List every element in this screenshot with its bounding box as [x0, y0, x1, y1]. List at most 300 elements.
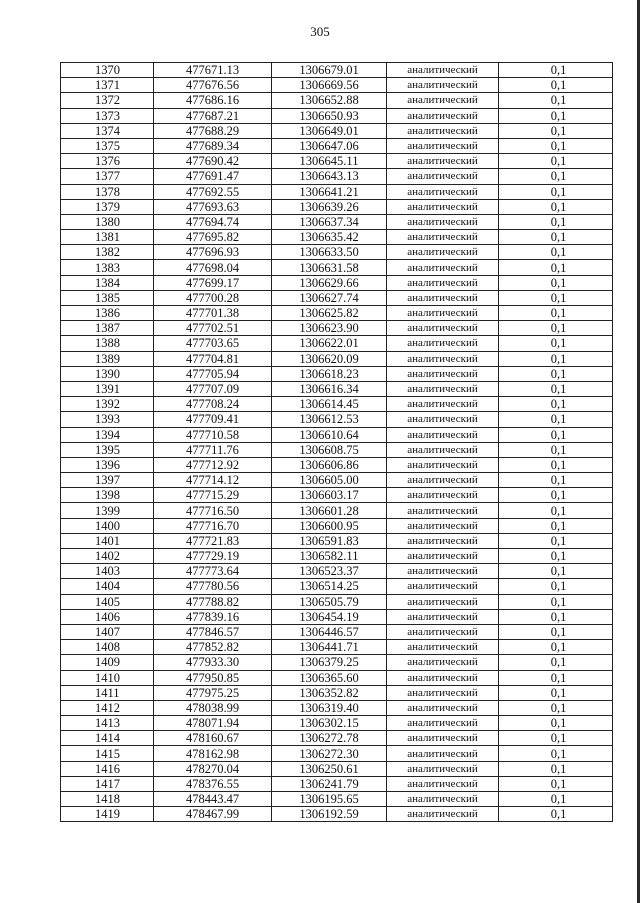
x-coordinate-cell: 477704.81 — [154, 351, 272, 366]
point-number-cell: 1380 — [61, 214, 154, 229]
table-row — [61, 93, 613, 108]
x-coordinate-cell: 477839.16 — [154, 609, 272, 624]
table-row — [61, 154, 613, 169]
table-row — [61, 123, 613, 138]
point-number-cell: 1381 — [61, 230, 154, 245]
point-number-cell: 1378 — [61, 184, 154, 199]
point-number-cell: 1387 — [61, 321, 154, 336]
x-coordinate-cell: 477716.50 — [154, 503, 272, 518]
method-cell: аналитический — [387, 792, 499, 807]
table-row — [61, 63, 613, 78]
y-coordinate-cell: 1306623.90 — [272, 321, 387, 336]
point-number-cell: 1382 — [61, 245, 154, 260]
method-cell: аналитический — [387, 260, 499, 275]
method-cell: аналитический — [387, 564, 499, 579]
table-row — [61, 336, 613, 351]
accuracy-cell: 0,1 — [499, 169, 613, 184]
accuracy-cell: 0,1 — [499, 716, 613, 731]
point-number-cell: 1408 — [61, 640, 154, 655]
point-number-cell: 1409 — [61, 655, 154, 670]
point-number-cell: 1373 — [61, 108, 154, 123]
accuracy-cell: 0,1 — [499, 199, 613, 214]
method-cell: аналитический — [387, 594, 499, 609]
table-row — [61, 518, 613, 533]
accuracy-cell: 0,1 — [499, 640, 613, 655]
point-number-cell: 1375 — [61, 138, 154, 153]
table-row — [61, 442, 613, 457]
y-coordinate-cell: 1306454.19 — [272, 609, 387, 624]
method-cell: аналитический — [387, 321, 499, 336]
accuracy-cell: 0,1 — [499, 761, 613, 776]
y-coordinate-cell: 1306635.42 — [272, 230, 387, 245]
x-coordinate-cell: 477788.82 — [154, 594, 272, 609]
y-coordinate-cell: 1306505.79 — [272, 594, 387, 609]
accuracy-cell: 0,1 — [499, 473, 613, 488]
point-number-cell: 1374 — [61, 123, 154, 138]
table-row — [61, 609, 613, 624]
point-number-cell: 1383 — [61, 260, 154, 275]
x-coordinate-cell: 477688.29 — [154, 123, 272, 138]
accuracy-cell: 0,1 — [499, 214, 613, 229]
table-row — [61, 184, 613, 199]
table-row — [61, 306, 613, 321]
accuracy-cell: 0,1 — [499, 397, 613, 412]
point-number-cell: 1385 — [61, 290, 154, 305]
accuracy-cell: 0,1 — [499, 776, 613, 791]
point-number-cell: 1384 — [61, 275, 154, 290]
method-cell: аналитический — [387, 776, 499, 791]
accuracy-cell: 0,1 — [499, 275, 613, 290]
accuracy-cell: 0,1 — [499, 807, 613, 822]
x-coordinate-cell: 477694.74 — [154, 214, 272, 229]
x-coordinate-cell: 478038.99 — [154, 700, 272, 715]
y-coordinate-cell: 1306192.59 — [272, 807, 387, 822]
method-cell: аналитический — [387, 184, 499, 199]
point-number-cell: 1390 — [61, 366, 154, 381]
point-number-cell: 1371 — [61, 78, 154, 93]
point-number-cell: 1416 — [61, 761, 154, 776]
table-row — [61, 260, 613, 275]
table-row — [61, 807, 613, 822]
point-number-cell: 1413 — [61, 716, 154, 731]
table-row — [61, 685, 613, 700]
method-cell: аналитический — [387, 63, 499, 78]
table-row — [61, 655, 613, 670]
x-coordinate-cell: 477780.56 — [154, 579, 272, 594]
y-coordinate-cell: 1306649.01 — [272, 123, 387, 138]
accuracy-cell: 0,1 — [499, 670, 613, 685]
accuracy-cell: 0,1 — [499, 518, 613, 533]
accuracy-cell: 0,1 — [499, 700, 613, 715]
point-number-cell: 1376 — [61, 154, 154, 169]
table-row — [61, 640, 613, 655]
method-cell: аналитический — [387, 199, 499, 214]
method-cell: аналитический — [387, 685, 499, 700]
x-coordinate-cell: 478270.04 — [154, 761, 272, 776]
accuracy-cell: 0,1 — [499, 366, 613, 381]
accuracy-cell: 0,1 — [499, 108, 613, 123]
x-coordinate-cell: 477701.38 — [154, 306, 272, 321]
table-row — [61, 488, 613, 503]
y-coordinate-cell: 1306633.50 — [272, 245, 387, 260]
x-coordinate-cell: 477710.58 — [154, 427, 272, 442]
table-row — [61, 290, 613, 305]
point-number-cell: 1419 — [61, 807, 154, 822]
x-coordinate-cell: 477698.04 — [154, 260, 272, 275]
method-cell: аналитический — [387, 397, 499, 412]
x-coordinate-cell: 477700.28 — [154, 290, 272, 305]
point-number-cell: 1391 — [61, 381, 154, 396]
point-number-cell: 1407 — [61, 624, 154, 639]
point-number-cell: 1393 — [61, 412, 154, 427]
y-coordinate-cell: 1306652.88 — [272, 93, 387, 108]
table-row — [61, 321, 613, 336]
point-number-cell: 1392 — [61, 397, 154, 412]
accuracy-cell: 0,1 — [499, 321, 613, 336]
y-coordinate-cell: 1306514.25 — [272, 579, 387, 594]
method-cell: аналитический — [387, 579, 499, 594]
accuracy-cell: 0,1 — [499, 381, 613, 396]
accuracy-cell: 0,1 — [499, 624, 613, 639]
table-row — [61, 108, 613, 123]
x-coordinate-cell: 477705.94 — [154, 366, 272, 381]
accuracy-cell: 0,1 — [499, 412, 613, 427]
y-coordinate-cell: 1306679.01 — [272, 63, 387, 78]
x-coordinate-cell: 477692.55 — [154, 184, 272, 199]
x-coordinate-cell: 477712.92 — [154, 457, 272, 472]
accuracy-cell: 0,1 — [499, 442, 613, 457]
table-row — [61, 503, 613, 518]
y-coordinate-cell: 1306608.75 — [272, 442, 387, 457]
y-coordinate-cell: 1306650.93 — [272, 108, 387, 123]
y-coordinate-cell: 1306241.79 — [272, 776, 387, 791]
method-cell: аналитический — [387, 473, 499, 488]
table-row — [61, 579, 613, 594]
accuracy-cell: 0,1 — [499, 245, 613, 260]
x-coordinate-cell: 477693.63 — [154, 199, 272, 214]
x-coordinate-cell: 477699.17 — [154, 275, 272, 290]
table-row — [61, 427, 613, 442]
accuracy-cell: 0,1 — [499, 351, 613, 366]
x-coordinate-cell: 477773.64 — [154, 564, 272, 579]
x-coordinate-cell: 478160.67 — [154, 731, 272, 746]
coordinates-table-body — [61, 63, 613, 822]
point-number-cell: 1396 — [61, 457, 154, 472]
y-coordinate-cell: 1306643.13 — [272, 169, 387, 184]
y-coordinate-cell: 1306631.58 — [272, 260, 387, 275]
y-coordinate-cell: 1306641.21 — [272, 184, 387, 199]
table-row — [61, 670, 613, 685]
accuracy-cell: 0,1 — [499, 594, 613, 609]
y-coordinate-cell: 1306601.28 — [272, 503, 387, 518]
x-coordinate-cell: 478162.98 — [154, 746, 272, 761]
table-row — [61, 776, 613, 791]
y-coordinate-cell: 1306637.34 — [272, 214, 387, 229]
x-coordinate-cell: 477695.82 — [154, 230, 272, 245]
coordinates-table — [60, 62, 613, 822]
y-coordinate-cell: 1306629.66 — [272, 275, 387, 290]
point-number-cell: 1398 — [61, 488, 154, 503]
point-number-cell: 1388 — [61, 336, 154, 351]
x-coordinate-cell: 477686.16 — [154, 93, 272, 108]
accuracy-cell: 0,1 — [499, 503, 613, 518]
point-number-cell: 1394 — [61, 427, 154, 442]
method-cell: аналитический — [387, 138, 499, 153]
method-cell: аналитический — [387, 731, 499, 746]
point-number-cell: 1411 — [61, 685, 154, 700]
point-number-cell: 1370 — [61, 63, 154, 78]
method-cell: аналитический — [387, 609, 499, 624]
accuracy-cell: 0,1 — [499, 533, 613, 548]
y-coordinate-cell: 1306250.61 — [272, 761, 387, 776]
x-coordinate-cell: 477950.85 — [154, 670, 272, 685]
y-coordinate-cell: 1306379.25 — [272, 655, 387, 670]
point-number-cell: 1406 — [61, 609, 154, 624]
accuracy-cell: 0,1 — [499, 290, 613, 305]
accuracy-cell: 0,1 — [499, 488, 613, 503]
table-row — [61, 78, 613, 93]
accuracy-cell: 0,1 — [499, 549, 613, 564]
table-row — [61, 138, 613, 153]
table-row — [61, 412, 613, 427]
x-coordinate-cell: 477709.41 — [154, 412, 272, 427]
method-cell: аналитический — [387, 351, 499, 366]
table-row — [61, 549, 613, 564]
y-coordinate-cell: 1306639.26 — [272, 199, 387, 214]
y-coordinate-cell: 1306582.11 — [272, 549, 387, 564]
method-cell: аналитический — [387, 700, 499, 715]
table-row — [61, 397, 613, 412]
y-coordinate-cell: 1306319.40 — [272, 700, 387, 715]
y-coordinate-cell: 1306591.83 — [272, 533, 387, 548]
x-coordinate-cell: 477707.09 — [154, 381, 272, 396]
x-coordinate-cell: 477676.56 — [154, 78, 272, 93]
point-number-cell: 1395 — [61, 442, 154, 457]
y-coordinate-cell: 1306647.06 — [272, 138, 387, 153]
method-cell: аналитический — [387, 366, 499, 381]
accuracy-cell: 0,1 — [499, 336, 613, 351]
y-coordinate-cell: 1306620.09 — [272, 351, 387, 366]
y-coordinate-cell: 1306610.64 — [272, 427, 387, 442]
y-coordinate-cell: 1306352.82 — [272, 685, 387, 700]
method-cell: аналитический — [387, 275, 499, 290]
x-coordinate-cell: 477716.70 — [154, 518, 272, 533]
y-coordinate-cell: 1306272.30 — [272, 746, 387, 761]
accuracy-cell: 0,1 — [499, 154, 613, 169]
point-number-cell: 1403 — [61, 564, 154, 579]
x-coordinate-cell: 478071.94 — [154, 716, 272, 731]
method-cell: аналитический — [387, 518, 499, 533]
point-number-cell: 1401 — [61, 533, 154, 548]
x-coordinate-cell: 477714.12 — [154, 473, 272, 488]
method-cell: аналитический — [387, 108, 499, 123]
accuracy-cell: 0,1 — [499, 78, 613, 93]
x-coordinate-cell: 477711.76 — [154, 442, 272, 457]
y-coordinate-cell: 1306441.71 — [272, 640, 387, 655]
table-row — [61, 199, 613, 214]
x-coordinate-cell: 478376.55 — [154, 776, 272, 791]
method-cell: аналитический — [387, 442, 499, 457]
y-coordinate-cell: 1306605.00 — [272, 473, 387, 488]
method-cell: аналитический — [387, 306, 499, 321]
accuracy-cell: 0,1 — [499, 655, 613, 670]
x-coordinate-cell: 478443.47 — [154, 792, 272, 807]
x-coordinate-cell: 477671.13 — [154, 63, 272, 78]
accuracy-cell: 0,1 — [499, 123, 613, 138]
table-row — [61, 731, 613, 746]
method-cell: аналитический — [387, 457, 499, 472]
y-coordinate-cell: 1306616.34 — [272, 381, 387, 396]
x-coordinate-cell: 477975.25 — [154, 685, 272, 700]
x-coordinate-cell: 477933.30 — [154, 655, 272, 670]
table-row — [61, 381, 613, 396]
method-cell: аналитический — [387, 488, 499, 503]
x-coordinate-cell: 477690.42 — [154, 154, 272, 169]
table-row — [61, 624, 613, 639]
method-cell: аналитический — [387, 624, 499, 639]
method-cell: аналитический — [387, 412, 499, 427]
method-cell: аналитический — [387, 290, 499, 305]
table-row — [61, 457, 613, 472]
x-coordinate-cell: 477721.83 — [154, 533, 272, 548]
method-cell: аналитический — [387, 381, 499, 396]
point-number-cell: 1405 — [61, 594, 154, 609]
y-coordinate-cell: 1306645.11 — [272, 154, 387, 169]
method-cell: аналитический — [387, 640, 499, 655]
x-coordinate-cell: 477703.65 — [154, 336, 272, 351]
method-cell: аналитический — [387, 533, 499, 548]
method-cell: аналитический — [387, 807, 499, 822]
method-cell: аналитический — [387, 549, 499, 564]
x-coordinate-cell: 477852.82 — [154, 640, 272, 655]
point-number-cell: 1417 — [61, 776, 154, 791]
table-row — [61, 746, 613, 761]
y-coordinate-cell: 1306612.53 — [272, 412, 387, 427]
point-number-cell: 1412 — [61, 700, 154, 715]
table-row — [61, 700, 613, 715]
accuracy-cell: 0,1 — [499, 63, 613, 78]
method-cell: аналитический — [387, 716, 499, 731]
method-cell: аналитический — [387, 761, 499, 776]
table-row — [61, 594, 613, 609]
accuracy-cell: 0,1 — [499, 731, 613, 746]
y-coordinate-cell: 1306627.74 — [272, 290, 387, 305]
table-row — [61, 564, 613, 579]
point-number-cell: 1386 — [61, 306, 154, 321]
table-row — [61, 169, 613, 184]
x-coordinate-cell: 477691.47 — [154, 169, 272, 184]
accuracy-cell: 0,1 — [499, 746, 613, 761]
page-number: 305 — [310, 24, 330, 39]
method-cell: аналитический — [387, 245, 499, 260]
table-row — [61, 230, 613, 245]
table-row — [61, 351, 613, 366]
y-coordinate-cell: 1306669.56 — [272, 78, 387, 93]
accuracy-cell: 0,1 — [499, 230, 613, 245]
point-number-cell: 1404 — [61, 579, 154, 594]
point-number-cell: 1418 — [61, 792, 154, 807]
point-number-cell: 1389 — [61, 351, 154, 366]
accuracy-cell: 0,1 — [499, 184, 613, 199]
y-coordinate-cell: 1306195.65 — [272, 792, 387, 807]
x-coordinate-cell: 477687.21 — [154, 108, 272, 123]
point-number-cell: 1399 — [61, 503, 154, 518]
y-coordinate-cell: 1306618.23 — [272, 366, 387, 381]
table-row — [61, 533, 613, 548]
point-number-cell: 1377 — [61, 169, 154, 184]
method-cell: аналитический — [387, 427, 499, 442]
method-cell: аналитический — [387, 214, 499, 229]
method-cell: аналитический — [387, 746, 499, 761]
table-row — [61, 473, 613, 488]
table-row — [61, 761, 613, 776]
y-coordinate-cell: 1306272.78 — [272, 731, 387, 746]
point-number-cell: 1397 — [61, 473, 154, 488]
y-coordinate-cell: 1306625.82 — [272, 306, 387, 321]
accuracy-cell: 0,1 — [499, 457, 613, 472]
method-cell: аналитический — [387, 670, 499, 685]
method-cell: аналитический — [387, 230, 499, 245]
accuracy-cell: 0,1 — [499, 427, 613, 442]
table-row — [61, 366, 613, 381]
table-row — [61, 214, 613, 229]
y-coordinate-cell: 1306622.01 — [272, 336, 387, 351]
x-coordinate-cell: 477708.24 — [154, 397, 272, 412]
point-number-cell: 1379 — [61, 199, 154, 214]
x-coordinate-cell: 478467.99 — [154, 807, 272, 822]
accuracy-cell: 0,1 — [499, 93, 613, 108]
x-coordinate-cell: 477696.93 — [154, 245, 272, 260]
method-cell: аналитический — [387, 78, 499, 93]
table-row — [61, 275, 613, 290]
accuracy-cell: 0,1 — [499, 260, 613, 275]
y-coordinate-cell: 1306606.86 — [272, 457, 387, 472]
y-coordinate-cell: 1306603.17 — [272, 488, 387, 503]
x-coordinate-cell: 477689.34 — [154, 138, 272, 153]
table-row — [61, 716, 613, 731]
point-number-cell: 1400 — [61, 518, 154, 533]
x-coordinate-cell: 477715.29 — [154, 488, 272, 503]
method-cell: аналитический — [387, 169, 499, 184]
method-cell: аналитический — [387, 655, 499, 670]
accuracy-cell: 0,1 — [499, 306, 613, 321]
y-coordinate-cell: 1306365.60 — [272, 670, 387, 685]
y-coordinate-cell: 1306600.95 — [272, 518, 387, 533]
point-number-cell: 1372 — [61, 93, 154, 108]
x-coordinate-cell: 477702.51 — [154, 321, 272, 336]
point-number-cell: 1402 — [61, 549, 154, 564]
y-coordinate-cell: 1306446.57 — [272, 624, 387, 639]
y-coordinate-cell: 1306302.15 — [272, 716, 387, 731]
x-coordinate-cell: 477846.57 — [154, 624, 272, 639]
y-coordinate-cell: 1306523.37 — [272, 564, 387, 579]
method-cell: аналитический — [387, 336, 499, 351]
accuracy-cell: 0,1 — [499, 792, 613, 807]
y-coordinate-cell: 1306614.45 — [272, 397, 387, 412]
table-row — [61, 792, 613, 807]
method-cell: аналитический — [387, 503, 499, 518]
accuracy-cell: 0,1 — [499, 609, 613, 624]
method-cell: аналитический — [387, 123, 499, 138]
point-number-cell: 1410 — [61, 670, 154, 685]
point-number-cell: 1415 — [61, 746, 154, 761]
x-coordinate-cell: 477729.19 — [154, 549, 272, 564]
accuracy-cell: 0,1 — [499, 579, 613, 594]
table-row — [61, 245, 613, 260]
point-number-cell: 1414 — [61, 731, 154, 746]
accuracy-cell: 0,1 — [499, 138, 613, 153]
method-cell: аналитический — [387, 154, 499, 169]
